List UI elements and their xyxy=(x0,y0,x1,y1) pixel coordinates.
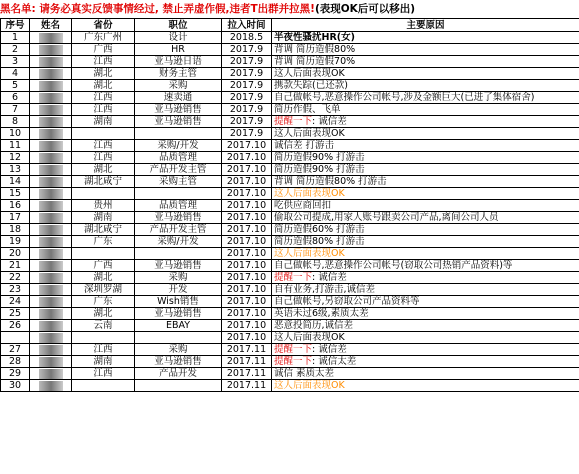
row-province: 湖南 xyxy=(72,212,135,224)
table-row xyxy=(1,344,579,356)
table-header-row xyxy=(1,19,579,32)
row-reason: 简历作假、飞单 xyxy=(272,104,579,116)
row-date: 2017.10 xyxy=(222,212,272,224)
table-row xyxy=(1,260,579,272)
row-name-redacted xyxy=(30,356,72,368)
row-reason: 自己做帐号,恶意操作公司帐号,涉及金额巨大(已进了集体宿舍) xyxy=(272,92,579,104)
row-position: 开发 xyxy=(135,284,222,296)
header-index: 序号 xyxy=(1,19,30,32)
redacted-name-block xyxy=(39,33,63,43)
redacted-name-block xyxy=(39,285,63,295)
table-row xyxy=(1,80,579,92)
row-index: 29 xyxy=(1,368,30,380)
row-date: 2017.10 xyxy=(222,320,272,332)
row-reason: 提醒一下: 诚信太差 xyxy=(272,356,579,368)
row-date: 2017.9 xyxy=(222,116,272,128)
row-reason: 简历造假60% 打游击 xyxy=(272,224,579,236)
row-name-redacted xyxy=(30,344,72,356)
row-province: 湖南 xyxy=(72,116,135,128)
row-province: 深圳罗湖 xyxy=(72,284,135,296)
row-date: 2017.10 xyxy=(222,296,272,308)
row-date: 2017.10 xyxy=(222,260,272,272)
row-date: 2017.10 xyxy=(222,176,272,188)
row-position xyxy=(135,332,222,344)
row-name-redacted xyxy=(30,116,72,128)
redacted-name-block xyxy=(39,321,63,331)
row-index: 27 xyxy=(1,344,30,356)
row-province: 湖北 xyxy=(72,308,135,320)
table-row xyxy=(1,296,579,308)
row-index: 12 xyxy=(1,152,30,164)
redacted-name-block xyxy=(39,201,63,211)
row-date: 2018.5 xyxy=(222,32,272,44)
row-province: 湖北 xyxy=(72,164,135,176)
redacted-name-block xyxy=(39,81,63,91)
row-index: 8 xyxy=(1,116,30,128)
row-date: 2017.10 xyxy=(222,272,272,284)
header-name: 姓名 xyxy=(30,19,72,32)
row-reason: 背调 简历造假70% xyxy=(272,56,579,68)
row-reason: 简历造假90% 打游击 xyxy=(272,152,579,164)
redacted-name-block xyxy=(39,249,63,259)
table-row xyxy=(1,32,579,44)
row-position: 采购 xyxy=(135,344,222,356)
row-position: 亚马逊日语 xyxy=(135,56,222,68)
row-province: 广东广州 xyxy=(72,32,135,44)
row-reason: 提醒一下: 诚信差 xyxy=(272,116,579,128)
row-date: 2017.10 xyxy=(222,188,272,200)
row-province: 湖南 xyxy=(72,356,135,368)
row-position: 亚马逊销售 xyxy=(135,260,222,272)
table-row xyxy=(1,128,579,140)
redacted-name-block xyxy=(39,177,63,187)
row-index: 25 xyxy=(1,308,30,320)
row-index: 18 xyxy=(1,224,30,236)
row-position: Wish销售 xyxy=(135,296,222,308)
redacted-name-block xyxy=(39,381,63,391)
row-index: 22 xyxy=(1,272,30,284)
row-province: 湖北咸宁 xyxy=(72,224,135,236)
row-position xyxy=(135,188,222,200)
row-name-redacted xyxy=(30,140,72,152)
row-position: 速卖通 xyxy=(135,92,222,104)
row-name-redacted xyxy=(30,188,72,200)
row-reason: 背调 简历造假80% 打游击 xyxy=(272,176,579,188)
table-row xyxy=(1,236,579,248)
row-reason: 提醒一下: 诚信差 xyxy=(272,272,579,284)
row-position: 品质管理 xyxy=(135,200,222,212)
row-reason: 自有业务,打游击,诚信差 xyxy=(272,284,579,296)
row-index: 17 xyxy=(1,212,30,224)
row-position: 产品开发主管 xyxy=(135,224,222,236)
row-reason: 这人后面表现OK xyxy=(272,332,579,344)
redacted-name-block xyxy=(39,309,63,319)
blacklist-table xyxy=(0,18,579,392)
redacted-name-block xyxy=(39,369,63,379)
table-row xyxy=(1,200,579,212)
redacted-name-block xyxy=(39,57,63,67)
redacted-name-block xyxy=(39,141,63,151)
redacted-name-block xyxy=(39,105,63,115)
row-date: 2017.9 xyxy=(222,68,272,80)
row-name-redacted xyxy=(30,152,72,164)
row-name-redacted xyxy=(30,164,72,176)
row-index: 1 xyxy=(1,32,30,44)
row-index: 28 xyxy=(1,356,30,368)
row-index: 13 xyxy=(1,164,30,176)
row-province: 江西 xyxy=(72,152,135,164)
row-index: 19 xyxy=(1,236,30,248)
row-province: 广东 xyxy=(72,236,135,248)
blacklist-banner xyxy=(0,0,579,18)
row-position: 财务主管 xyxy=(135,68,222,80)
row-name-redacted xyxy=(30,224,72,236)
row-date: 2017.10 xyxy=(222,284,272,296)
row-position xyxy=(135,248,222,260)
row-province: 湖北 xyxy=(72,68,135,80)
table-row xyxy=(1,320,579,332)
table-row xyxy=(1,284,579,296)
table-row xyxy=(1,104,579,116)
row-position: 亚马逊销售 xyxy=(135,356,222,368)
redacted-name-block xyxy=(39,357,63,367)
row-reason: 偷取公司提成,用家人账号跟卖公司产品,离间公司人员 xyxy=(272,212,579,224)
row-date: 2017.10 xyxy=(222,248,272,260)
row-index: 15 xyxy=(1,188,30,200)
row-name-redacted xyxy=(30,80,72,92)
redacted-name-block xyxy=(39,117,63,127)
row-index: 24 xyxy=(1,296,30,308)
reminder-label: 提醒一下 xyxy=(274,356,313,367)
row-position: 亚马逊销售 xyxy=(135,212,222,224)
row-name-redacted xyxy=(30,320,72,332)
row-name-redacted xyxy=(30,176,72,188)
row-province: 江西 xyxy=(72,368,135,380)
redacted-name-block xyxy=(39,213,63,223)
reminder-label: 提醒一下 xyxy=(274,116,313,127)
row-date: 2017.9 xyxy=(222,80,272,92)
row-index: 5 xyxy=(1,80,30,92)
row-reason: 提醒一下: 诚信差 xyxy=(272,344,579,356)
row-reason: 背调 简历造假80% xyxy=(272,44,579,56)
redacted-name-block xyxy=(39,129,63,139)
row-position: 亚马逊销售 xyxy=(135,116,222,128)
reminder-label: 提醒一下 xyxy=(274,344,313,355)
row-name-redacted xyxy=(30,236,72,248)
row-reason: 自己做帐号,另窃取公司产品资料等 xyxy=(272,296,579,308)
table-row xyxy=(1,356,579,368)
row-name-redacted xyxy=(30,104,72,116)
row-reason: 这人后面表现OK xyxy=(272,68,579,80)
table-row xyxy=(1,212,579,224)
row-position: 产品开发 xyxy=(135,368,222,380)
table-row xyxy=(1,44,579,56)
row-province xyxy=(72,128,135,140)
row-date: 2017.9 xyxy=(222,128,272,140)
row-name-redacted xyxy=(30,296,72,308)
row-reason: 吃供应商回扣 xyxy=(272,200,579,212)
row-reason: 简历造假90% 打游击 xyxy=(272,164,579,176)
table-row xyxy=(1,332,579,344)
redacted-name-block xyxy=(39,189,63,199)
row-province: 广西 xyxy=(72,44,135,56)
row-name-redacted xyxy=(30,308,72,320)
row-position: 亚马逊销售 xyxy=(135,308,222,320)
table-row xyxy=(1,308,579,320)
row-province xyxy=(72,248,135,260)
row-index: 26 xyxy=(1,320,30,332)
row-name-redacted xyxy=(30,32,72,44)
reminder-label: 提醒一下 xyxy=(274,272,313,283)
row-name-redacted xyxy=(30,272,72,284)
row-province: 湖北 xyxy=(72,272,135,284)
row-date: 2017.10 xyxy=(222,140,272,152)
redacted-name-block xyxy=(39,237,63,247)
redacted-name-block xyxy=(39,261,63,271)
row-date: 2017.10 xyxy=(222,164,272,176)
row-date: 2017.10 xyxy=(222,152,272,164)
row-name-redacted xyxy=(30,68,72,80)
row-province: 广西 xyxy=(72,260,135,272)
row-province: 江西 xyxy=(72,104,135,116)
row-reason: 自己做帐号,恶意操作公司帐号(窃取公司热销产品资料)等 xyxy=(272,260,579,272)
row-date: 2017.11 xyxy=(222,368,272,380)
row-date: 2017.9 xyxy=(222,92,272,104)
table-row xyxy=(1,368,579,380)
table-row xyxy=(1,92,579,104)
row-index: 14 xyxy=(1,176,30,188)
row-date: 2017.11 xyxy=(222,356,272,368)
row-position: 品质管理 xyxy=(135,152,222,164)
redacted-name-block xyxy=(39,165,63,175)
table-row xyxy=(1,152,579,164)
row-reason: 这人后面表现OK xyxy=(272,248,579,260)
row-province: 湖北 xyxy=(72,80,135,92)
redacted-name-block xyxy=(39,345,63,355)
row-reason: 这人后面表现OK xyxy=(272,380,579,392)
redacted-name-block xyxy=(39,333,63,343)
header-date: 拉入时间 xyxy=(222,19,272,32)
row-reason: 这人后面表现OK xyxy=(272,128,579,140)
table-row xyxy=(1,164,579,176)
row-index: 16 xyxy=(1,200,30,212)
row-position: 采购 xyxy=(135,272,222,284)
row-date: 2017.10 xyxy=(222,224,272,236)
row-reason: 这人后面表现OK xyxy=(272,188,579,200)
header-position: 职位 xyxy=(135,19,222,32)
row-position: 采购主管 xyxy=(135,176,222,188)
row-index: 10 xyxy=(1,128,30,140)
row-date: 2017.10 xyxy=(222,236,272,248)
table-row xyxy=(1,140,579,152)
table-row xyxy=(1,68,579,80)
row-name-redacted xyxy=(30,260,72,272)
row-name-redacted xyxy=(30,92,72,104)
redacted-name-block xyxy=(39,225,63,235)
row-province xyxy=(72,380,135,392)
row-name-redacted xyxy=(30,44,72,56)
table-row xyxy=(1,272,579,284)
row-position: EBAY xyxy=(135,320,222,332)
row-reason: 英语未过6级,素质太差 xyxy=(272,308,579,320)
row-province: 云南 xyxy=(72,320,135,332)
row-reason: 诚信差 打游击 xyxy=(272,140,579,152)
row-province: 江西 xyxy=(72,140,135,152)
table-row xyxy=(1,116,579,128)
redacted-name-block xyxy=(39,93,63,103)
table-row xyxy=(1,224,579,236)
row-reason: 半夜性骚扰HR(女) xyxy=(272,32,579,44)
header-province: 省份 xyxy=(72,19,135,32)
row-position: 采购/开发 xyxy=(135,236,222,248)
banner-warning-text: 黑名单: 请务必真实反馈事情经过, 禁止弄虚作假,违者T出群并拉黑! xyxy=(0,3,315,15)
row-province: 湖北咸宁 xyxy=(72,176,135,188)
row-index: 7 xyxy=(1,104,30,116)
row-province: 广东 xyxy=(72,296,135,308)
row-date: 2017.10 xyxy=(222,308,272,320)
row-name-redacted xyxy=(30,368,72,380)
row-province: 江西 xyxy=(72,56,135,68)
redacted-name-block xyxy=(39,45,63,55)
row-date: 2017.11 xyxy=(222,344,272,356)
row-date: 2017.10 xyxy=(222,200,272,212)
row-index: 4 xyxy=(1,68,30,80)
row-province xyxy=(72,188,135,200)
row-date: 2017.9 xyxy=(222,104,272,116)
row-name-redacted xyxy=(30,128,72,140)
redacted-name-block xyxy=(39,69,63,79)
row-index: 30 xyxy=(1,380,30,392)
banner-note-text: (表现OK后可以移出) xyxy=(314,3,416,15)
row-date: 2017.9 xyxy=(222,56,272,68)
row-index: 21 xyxy=(1,260,30,272)
row-position: 产品开发主管 xyxy=(135,164,222,176)
row-province: 贵州 xyxy=(72,200,135,212)
row-name-redacted xyxy=(30,200,72,212)
table-row xyxy=(1,188,579,200)
row-position: 采购/开发 xyxy=(135,140,222,152)
row-position xyxy=(135,380,222,392)
row-position: 亚马逊销售 xyxy=(135,104,222,116)
table-row xyxy=(1,56,579,68)
row-name-redacted xyxy=(30,212,72,224)
row-reason: 简历造假80% 打游击 xyxy=(272,236,579,248)
row-name-redacted xyxy=(30,248,72,260)
redacted-name-block xyxy=(39,153,63,163)
row-name-redacted xyxy=(30,284,72,296)
table-row xyxy=(1,176,579,188)
row-position: 设计 xyxy=(135,32,222,44)
row-position xyxy=(135,128,222,140)
row-name-redacted xyxy=(30,56,72,68)
row-date: 2017.11 xyxy=(222,380,272,392)
row-index: 3 xyxy=(1,56,30,68)
row-index: 2 xyxy=(1,44,30,56)
row-reason: 恶意投简历,诚信差 xyxy=(272,320,579,332)
row-reason: 携款失踪(已还款) xyxy=(272,80,579,92)
row-name-redacted xyxy=(30,332,72,344)
row-index xyxy=(1,332,30,344)
row-index: 23 xyxy=(1,284,30,296)
row-province: 江西 xyxy=(72,92,135,104)
row-date: 2017.9 xyxy=(222,44,272,56)
row-position: HR xyxy=(135,44,222,56)
row-name-redacted xyxy=(30,380,72,392)
row-reason: 诚信 素质太差 xyxy=(272,368,579,380)
row-index: 6 xyxy=(1,92,30,104)
redacted-name-block xyxy=(39,297,63,307)
row-province xyxy=(72,332,135,344)
header-reason: 主要原因 xyxy=(272,19,579,32)
row-index: 20 xyxy=(1,248,30,260)
table-row xyxy=(1,248,579,260)
row-index: 11 xyxy=(1,140,30,152)
table-row xyxy=(1,380,579,392)
row-province: 江西 xyxy=(72,344,135,356)
row-position: 采购 xyxy=(135,80,222,92)
row-date: 2017.10 xyxy=(222,332,272,344)
redacted-name-block xyxy=(39,273,63,283)
